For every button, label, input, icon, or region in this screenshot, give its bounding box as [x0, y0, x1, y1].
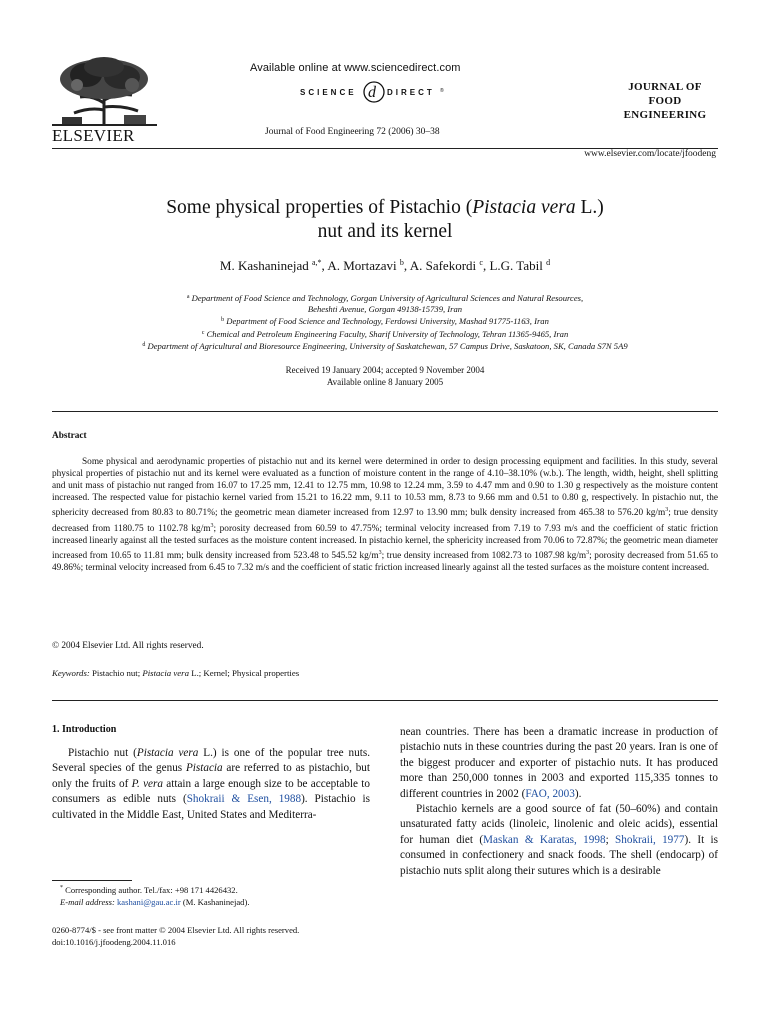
- received-date: Received 19 January 2004; accepted 9 November 2004: [285, 365, 485, 375]
- intro-right-column: nean countries. There has been a dramatic increase in production of pistachio nuts in these countries during the past 20 years. Iran is one of the biggest producer and exporter of pistachio nuts. It has produced more than 250,000 tonnes in 2003 and exported 115,335 tonnes to different countries in 2002 (FAO, 2003). Pistachio kernels are a good source of fat (50–60%) and contain unsaturated fatty acids (linoleic, linolenic and oleic acids), essential for human diet (Maskan & Karatas, 1998; Shokraii, 1977). It is consumed in confectionery and snack foods. The shell (endocarp) of pistachio nuts split along their sutures which is a desirable: [400, 726, 718, 877]
- keywords-label: Keywords:: [52, 668, 90, 678]
- author-name[interactable]: M. Kashaninejad: [219, 258, 309, 273]
- journal-name: [610, 80, 720, 122]
- sd-right-text: DIRECT: [387, 88, 435, 97]
- front-matter-doi: [52, 924, 299, 949]
- svg-text:®: ®: [440, 88, 444, 94]
- doi-line[interactable]: doi:10.1016/j.jfoodeng.2004.11.016: [52, 937, 176, 948]
- corresponding-author-footnote: * Corresponding author. Tel./fax: +98 171 4426432. E-mail address: kashani@gau.ac.ir (M. Kashaninejad).: [60, 884, 250, 908]
- keywords: Keywords: Pistachio nut; Pistacia vera L.; Kernel; Physical properties: [52, 668, 300, 678]
- sciencedirect-logo: [300, 80, 450, 106]
- intro-left-column: Pistachio nut (Pistacia vera L.) is one of the popular tree nuts. Several species of the genus Pistacia are referred to as pistachio, but only the fruits of P. vera attain a large enough size to be acceptable to consumers as edible nuts (Shokraii & Esen, 1988). Pistachio is cultivated in the Middle East, United States and Mediterra-: [52, 747, 371, 821]
- affiliation-line: Beheshti Avenue, Gorgan 49138-15739, Iran: [307, 304, 463, 315]
- affiliation-line: $^c$ Chemical and Petroleum Engineering Faculty, Sharif University of Technology, Tehran 11365-9465, Iran: [201, 328, 569, 339]
- journal-citation: Journal of Food Engineering 72 (2006) 30–38: [265, 127, 440, 137]
- article-dates: [52, 364, 718, 388]
- author-name[interactable]: A. Safekordi: [409, 258, 477, 273]
- section-heading-introduction: 1. Introduction: [52, 724, 117, 735]
- author-list: M. Kashaninejad $^{a,*}$, A. Mortazavi $^b$, A. Safekordi $^c$, L.G. Tabil $^d$: [219, 258, 551, 273]
- journal-url[interactable]: www.elsevier.com/locate/jfoodeng: [584, 149, 716, 159]
- affiliations: [40, 292, 730, 352]
- journal-name-line: JOURNAL OF: [628, 81, 702, 93]
- sd-left-text: SCIENCE: [300, 88, 357, 97]
- email-link[interactable]: kashani@gau.ac.ir: [116, 897, 181, 908]
- affiliation-line: $^d$ Department of Agricultural and Bioresource Engineering, University of Saskatchewan, 57 Campus Drive, Saskatoon, SK, Canada S7N 5A9: [142, 340, 628, 351]
- abstract-text: Some physical and aerodynamic properties of pistachio nut and its kernel were determined in order to design processing equipment and facilities. In this study, several physical properties of pistachio nut and its kernel were evaluated as a function of moisture content in the range of 4.10–38.10% (w.b.). The length, width, height, shell splitting and unit mass of pistachio nut ranged from 16.07 to 17.25 mm, 12.41 to 12.75 mm, 10.98 to 12.24 mm, 3.59 to 4.47 mm and 0.90 to 1.30 g respectively as the moisture content increased. The respected value for pistachio kernel varied from 15.21 to 16.22 mm, 9.11 to 10.53 mm, 8.73 to 9.66 mm and 0.51 to 0.80 g, respectively. In pistachio nut, the sphericity decreased from 80.83 to 80.71%; the geometric mean diameter increased from 12.97 to 13.90 mm; bulk density increased from 465.38 to 576.20 $kg/m^3$; true density decreased from 1180.75 to 1102.78 $kg/m^3$; porosity decreased from 60.59 to 47.75%; terminal velocity increased from 7.19 to 7.93 m/s and the coefficient of static friction increased linearly against all the tested surfaces as the moisture content increased. In pistachio kernel, the sphericity increased from 70.06 to 72.87%; the geometric mean diameter increased from 10.65 to 11.81 mm; bulk density increased from 523.48 to 545.52 $kg/m^3$; true density increased from 1082.73 to 1087.98 $kg/m^3$; porosity decreased from 51.65 to 49.86%; terminal velocity increased from 6.45 to 7.32 m/s and the coefficient of static friction increased linearly against all the tested surfaces as the moisture content increased.: [52, 457, 718, 574]
- affiliation-line: $^b$ Department of Food Science and Technology, Ferdowsi University, Mashad 91775-1163, Iran: [221, 316, 549, 327]
- publisher-name: ELSEVIER: [52, 126, 135, 145]
- abstract-top-rule: [52, 411, 718, 412]
- abstract-bottom-rule: [52, 700, 718, 701]
- svg-text:d: d: [368, 84, 376, 101]
- affiliation-line: $^a$ Department of Food Science and Technology, Gorgan University of Agricultural Sciences and Natural Resources,: [186, 293, 584, 303]
- available-date: Available online 8 January 2005: [326, 377, 444, 387]
- abstract-heading: Abstract: [52, 431, 87, 441]
- author-name[interactable]: A. Mortazavi: [327, 258, 397, 273]
- author-name[interactable]: L.G. Tabil: [489, 258, 543, 273]
- abstract-copyright: © 2004 Elsevier Ltd. All rights reserved.: [52, 641, 204, 651]
- journal-name-line: ENGINEERING: [623, 109, 707, 121]
- footnote-rule: [52, 880, 132, 881]
- front-matter-line: 0260-8774/$ - see front matter © 2004 Elsevier Ltd. All rights reserved.: [52, 925, 300, 935]
- citation-link[interactable]: Shokraii & Esen, 1988: [186, 793, 302, 806]
- available-online-text: Available online at www.sciencedirect.com: [250, 62, 461, 74]
- article-title: Some physical properties of Pistachio (Pistacia vera L.) nut and its kernel: [166, 197, 604, 242]
- title-italic-species: Pistacia vera: [472, 197, 576, 218]
- citation-link[interactable]: FAO, 2003: [525, 787, 575, 800]
- citation-link[interactable]: Shokraii, 1977: [615, 833, 685, 846]
- journal-name-line: FOOD: [648, 95, 682, 107]
- citation-link[interactable]: Maskan & Karatas, 1998: [483, 833, 606, 846]
